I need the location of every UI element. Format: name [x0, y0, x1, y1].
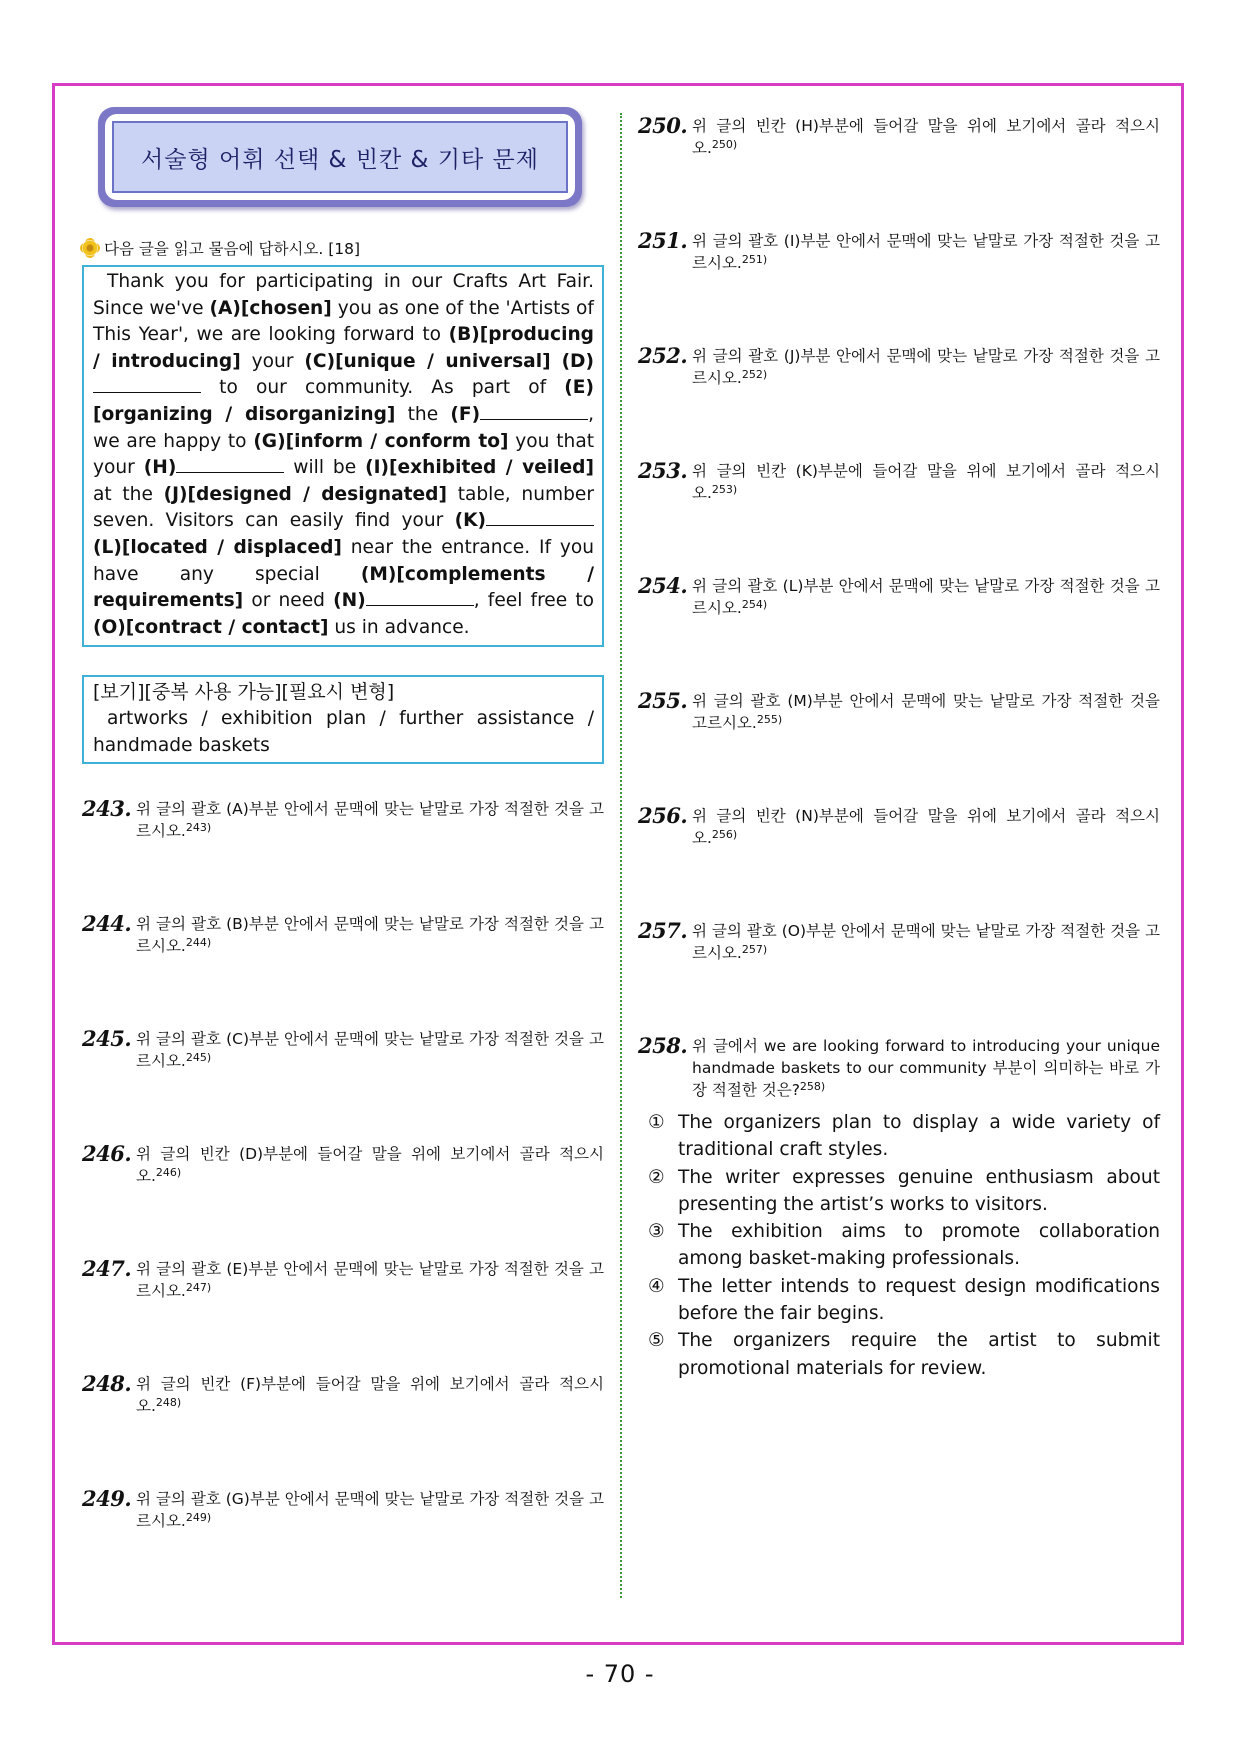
question-text: 위 글의 괄호 (A)부분 안에서 문맥에 맞는 낱말로 가장 적절한 것을 고르시오. — [136, 800, 604, 841]
question-254 — [638, 575, 1160, 690]
footnote-ref: 248) — [155, 1396, 182, 1410]
choice-2[interactable] — [638, 1164, 1160, 1219]
choice-i: (I)[exhibited / veiled] — [365, 457, 594, 479]
question-257 — [638, 920, 1160, 1035]
question-text: 위 글의 괄호 (L)부분 안에서 문맥에 맞는 낱말로 가장 적절한 것을 고르시오. — [692, 577, 1160, 617]
footnote-ref: 243) — [185, 821, 212, 835]
passage-text: you that your — [93, 430, 595, 479]
choice-text: The writer expresses genuine enthusiasm about presenting the artist’s works to visitors. — [678, 1166, 1160, 1215]
word-bank-words — [93, 706, 594, 759]
passage-text: , we are happy to — [93, 403, 594, 452]
question-number: 258. — [638, 1033, 688, 1058]
question-text: 위 글의 빈칸 (H)부분에 들어갈 말을 위에 보기에서 골라 적으시오. — [692, 117, 1160, 157]
blank-h — [176, 456, 284, 473]
question-text: 위 글의 빈칸 (F)부분에 들어갈 말을 위에 보기에서 골라 적으시오. — [136, 1375, 604, 1416]
passage-text: table, number seven. Visitors can easily find your — [93, 483, 594, 532]
question-251 — [638, 230, 1160, 345]
choice-3[interactable] — [638, 1218, 1160, 1273]
choice-mark: ① — [648, 1112, 665, 1133]
blank-d-label: (D) — [561, 350, 594, 372]
question-text: 위 글의 괄호 (E)부분 안에서 문맥에 맞는 낱말로 가장 적절한 것을 고르시오. — [136, 1260, 604, 1301]
question-number: 246. — [82, 1141, 132, 1167]
footnote-ref: 255) — [756, 713, 783, 726]
footnote-ref: 251) — [741, 253, 768, 266]
reading-passage — [82, 265, 604, 647]
question-number: 253. — [638, 458, 688, 483]
footnote-ref: 256) — [711, 828, 738, 841]
choice-text: The letter intends to request design modifications before the fair begins. — [678, 1275, 1160, 1325]
passage-text: Thank you for participating in our Crafts Art Fair. Since we've — [93, 271, 594, 319]
question-text: 위 글의 빈칸 (N)부분에 들어갈 말을 위에 보기에서 골라 적으시오. — [692, 807, 1160, 847]
question-text: 위 글의 괄호 (M)부분 안에서 문맥에 맞는 낱말로 가장 적절한 것을 고르시오. — [692, 692, 1160, 732]
instruction — [82, 237, 604, 259]
choice-text: The exhibition aims to promote collaboration among basket-making professionals. — [678, 1221, 1160, 1270]
footnote-ref: 246) — [155, 1166, 182, 1180]
choice-mark: ③ — [648, 1221, 665, 1243]
column-divider — [620, 113, 622, 1598]
passage-text: the — [395, 403, 451, 425]
question-247 — [82, 1258, 604, 1373]
question-number: 245. — [82, 1026, 132, 1052]
question-number: 256. — [638, 803, 688, 828]
blank-k — [486, 509, 594, 526]
choice-text: The organizers require the artist to submit promotional materials for review. — [678, 1330, 1160, 1379]
question-249 — [82, 1488, 604, 1603]
footnote-ref: 257) — [741, 943, 768, 956]
question-text: 위 글의 괄호 (C)부분 안에서 문맥에 맞는 낱말로 가장 적절한 것을 고르시오. — [136, 1030, 604, 1071]
question-text: 위 글의 괄호 (J)부분 안에서 문맥에 맞는 낱말로 가장 적절한 것을 고르시오. — [692, 347, 1160, 387]
choice-mark: ⑤ — [648, 1330, 665, 1352]
question-text: 위 글의 괄호 (O)부분 안에서 문맥에 맞는 낱말로 가장 적절한 것을 고르시오. — [692, 922, 1160, 962]
question-text: 위 글에서 we are looking forward to introducing your unique handmade baskets to our community 부분이 의미하는 바로 가장 적절한 것은? — [692, 1037, 1160, 1099]
question-text: 위 글의 빈칸 (D)부분에 들어갈 말을 위에 보기에서 골라 적으시오. — [136, 1145, 604, 1186]
choice-mark: ② — [648, 1166, 665, 1188]
footnote-ref: 252) — [741, 368, 768, 381]
question-text: 위 글의 괄호 (B)부분 안에서 문맥에 맞는 낱말로 가장 적절한 것을 고르시오. — [136, 915, 604, 956]
footnote-ref: 245) — [185, 1051, 212, 1065]
word-bank-title: [보기][중복 사용 가능][필요시 변형] — [93, 681, 395, 704]
question-248 — [82, 1373, 604, 1488]
choice-a: (A)[chosen] — [209, 297, 332, 319]
passage-text: to our community. As part of — [201, 377, 565, 399]
footnote-ref: 254) — [741, 598, 768, 611]
passage-text: , feel free to — [473, 590, 595, 612]
choice-j: (J)[designed / designated] — [163, 483, 447, 505]
answer-choices — [638, 1109, 1160, 1382]
question-245 — [82, 1028, 604, 1143]
blank-h-label: (H) — [143, 457, 177, 479]
footnote-ref: 249) — [185, 1511, 212, 1525]
question-number: 250. — [638, 113, 688, 138]
blank-k-label: (K) — [454, 510, 486, 532]
flower-icon — [82, 240, 98, 256]
choice-m: (M)[complements / requirements] — [93, 563, 594, 612]
choice-o: (O)[contract / contact] — [93, 616, 329, 638]
question-256 — [638, 805, 1160, 920]
question-number: 244. — [82, 911, 132, 937]
question-text: 위 글의 괄호 (I)부분 안에서 문맥에 맞는 낱말로 가장 적절한 것을 고르시오. — [692, 232, 1160, 272]
question-250 — [638, 115, 1160, 230]
question-258 — [638, 1035, 1160, 1101]
footnote-ref: 258) — [799, 1080, 826, 1093]
question-number: 252. — [638, 343, 688, 368]
choice-g: (G)[inform / conform to] — [253, 430, 509, 452]
choice-4[interactable] — [638, 1273, 1160, 1328]
passage-text: near the entrance. If you have any special — [93, 536, 595, 585]
question-243 — [82, 798, 604, 913]
choice-text: The organizers plan to display a wide variety of traditional craft styles. — [678, 1112, 1160, 1161]
question-number: 249. — [82, 1486, 132, 1512]
question-number: 248. — [82, 1371, 132, 1397]
choice-e: (E)[organizing / disorganizing] — [93, 377, 594, 425]
passage-text: or need — [243, 590, 334, 612]
question-number: 247. — [82, 1256, 132, 1282]
blank-f-label: (F) — [450, 403, 481, 425]
footnote-ref: 253) — [711, 483, 738, 496]
question-253 — [638, 460, 1160, 575]
question-number: 243. — [82, 796, 132, 822]
passage-text: us in advance. — [328, 616, 470, 638]
choice-l: (L)[located / displaced] — [93, 536, 342, 558]
blank-n — [366, 589, 474, 606]
page-number: - 70 - — [585, 1660, 655, 1688]
question-number: 251. — [638, 228, 688, 253]
question-text: 위 글의 괄호 (G)부분 안에서 문맥에 맞는 낱말로 가장 적절한 것을 고르시오. — [136, 1490, 604, 1531]
word-bank-box — [82, 675, 604, 764]
blank-f — [480, 403, 588, 420]
question-252 — [638, 345, 1160, 460]
question-number: 254. — [638, 573, 688, 598]
choice-mark: ④ — [648, 1275, 665, 1297]
footnote-ref: 250) — [711, 138, 738, 151]
question-255 — [638, 690, 1160, 805]
choice-1[interactable] — [638, 1109, 1160, 1164]
passage-text: your — [240, 350, 305, 372]
footnote-ref: 247) — [185, 1281, 212, 1295]
blank-n-label: (N) — [333, 590, 366, 612]
word-bank-list: artworks / exhibition plan / further assistance / handmade baskets — [93, 707, 594, 756]
question-number: 255. — [638, 688, 688, 713]
footnote-ref: 244) — [185, 936, 212, 950]
passage-text: at the — [93, 483, 164, 505]
section-header-badge — [98, 107, 582, 207]
passage-text — [551, 351, 562, 372]
left-column — [82, 107, 604, 1603]
instruction-text: 다음 글을 읽고 물음에 답하시오. [18] — [104, 240, 361, 258]
passage-text: will be — [284, 457, 366, 479]
blank-d — [93, 376, 201, 393]
passage-text: you as one of the 'Artists of This Year', we are looking forward to — [93, 297, 594, 346]
choice-b: (B)[producing / introducing] — [93, 324, 594, 372]
section-title: 서술형 어휘 선택 & 빈칸 & 기타 문제 — [112, 121, 568, 193]
choice-5[interactable] — [638, 1327, 1160, 1382]
question-246 — [82, 1143, 604, 1258]
question-number: 257. — [638, 918, 688, 943]
question-text: 위 글의 빈칸 (K)부분에 들어갈 말을 위에 보기에서 골라 적으시오. — [692, 462, 1160, 502]
question-244 — [82, 913, 604, 1028]
right-column — [638, 115, 1160, 1382]
choice-c: (C)[unique / universal] — [304, 350, 551, 372]
